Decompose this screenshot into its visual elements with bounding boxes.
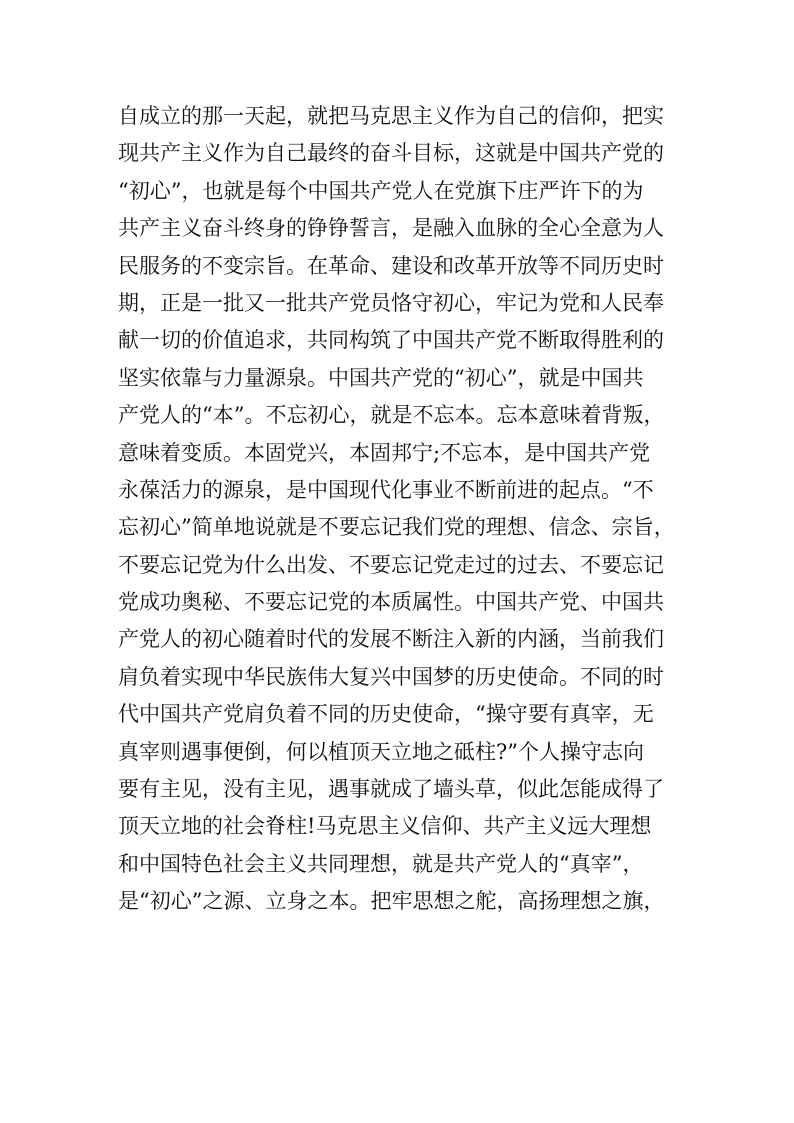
- text-line: 意味着变质。本固党兴，本固邦宁;不忘本，是中国共产党: [118, 440, 651, 465]
- text-line: 不要忘记党为什么出发、不要忘记党走过的过去、不要忘记: [118, 552, 664, 577]
- text-line: 是“初心”之源、立身之本。把牢思想之舵，高扬理想之旗，: [118, 889, 665, 914]
- text-line: 产党人的初心随着时代的发展不断注入新的内涵，当前我们: [118, 627, 664, 652]
- text-line: 期，正是一批又一批共产党员恪守初心，牢记为党和人民奉: [118, 290, 664, 315]
- text-line: 要有主见，没有主见，遇事就成了墙头草，似此怎能成得了: [118, 777, 664, 802]
- text-line: 忘初心”简单地说就是不要忘记我们党的理想、信念、宗旨，: [118, 515, 675, 540]
- text-line: 产党人的“本”。不忘初心，就是不忘本。忘本意味着背叛，: [118, 403, 665, 428]
- text-line: “初心”，也就是每个中国共产党人在党旗下庄严许下的为: [118, 178, 644, 203]
- text-line: 坚实依靠与力量源泉。中国共产党的“初心”，就是中国共: [118, 365, 644, 390]
- text-line: 代中国共产党肩负着不同的历史使命，“操守要有真宰，无: [118, 702, 654, 727]
- body-text: [118, 98, 688, 921]
- text-line: 党成功奥秘、不要忘记党的本质属性。中国共产党、中国共: [118, 590, 664, 615]
- text-line: 真宰则遇事便倒，何以植顶天立地之砥柱?”个人操守志向: [118, 739, 644, 764]
- text-line: 共产主义奋斗终身的铮铮誓言，是融入血脉的全心全意为人: [118, 216, 664, 241]
- text-line: 现共产主义作为自己最终的奋斗目标，这就是中国共产党的: [118, 141, 664, 166]
- text-line: 永葆活力的源泉，是中国现代化事业不断前进的起点。“不: [118, 477, 654, 502]
- text-line: 肩负着实现中华民族伟大复兴中国梦的历史使命。不同的时: [118, 664, 664, 689]
- text-line: 献一切的价值追求，共同构筑了中国共产党不断取得胜利的: [118, 328, 664, 353]
- text-line: 顶天立地的社会脊柱!马克思主义信仰、共产主义远大理想: [118, 814, 652, 839]
- text-line: 和中国特色社会主义共同理想，就是共产党人的“真宰”，: [118, 851, 644, 876]
- text-line: 自成立的那一天起，就把马克思主义作为自己的信仰，把实: [118, 104, 664, 128]
- text-line: 民服务的不变宗旨。在革命、建设和改革开放等不同历史时: [118, 253, 664, 278]
